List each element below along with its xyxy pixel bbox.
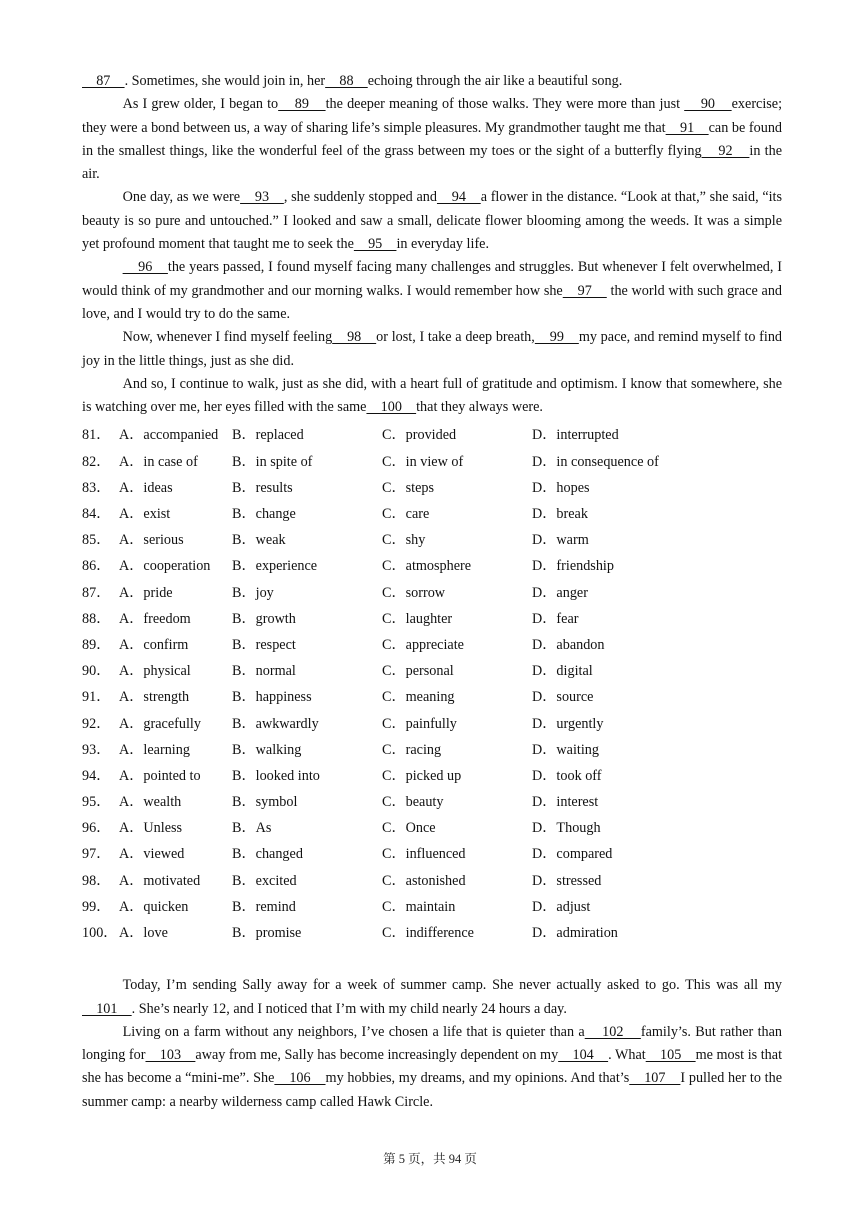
option-d: D．compared [532,846,613,863]
document-page [82,70,782,1114]
answer-blank: 102 [584,1023,641,1040]
passage-two [82,974,782,1114]
option-c: C．meaning [382,689,455,706]
question-number: 92． [82,715,111,732]
passage-text: the world with such grace and love, and I would try to do the same. [82,282,783,322]
option-a: A．wealth [119,794,182,811]
question-row [82,763,782,789]
option-c: C．appreciate [382,636,464,653]
question-row [82,684,782,710]
question-number: 90． [82,663,111,680]
passage-text: . Sometimes, she would join in, her [124,73,326,89]
passage-one [82,70,782,419]
passage-text: , she suddenly stopped and [283,189,437,206]
passage-text: can be found in the smallest things, like the wonderful feel of the grass between my toes or the sight of a butterfly flying [82,119,783,159]
option-c: C．indifference [382,925,474,942]
option-a: A．cooperation [119,558,211,575]
option-b: B．growth [232,610,296,627]
question-number: 89． [82,636,111,653]
option-d: D．admiration [532,925,618,942]
question-row [82,553,782,579]
option-d: D．anger [532,584,588,601]
option-d: D．friendship [532,558,614,575]
option-d: D．source [532,689,594,706]
paragraph [82,93,782,186]
passage-text: And so, I continue to walk, just as she did, with a heart full of gratitude and optimism. I know that somewhere, she is watching over me, her eyes filled with the same [82,375,782,416]
option-d: D．abandon [532,636,605,653]
option-c: C．maintain [382,898,456,915]
option-a: A．gracefully [119,715,201,732]
option-d: D．warm [532,532,589,549]
question-number: 82． [82,453,111,470]
answer-blank: 90 [684,96,732,113]
option-d: D．stressed [532,872,602,889]
option-c: C．shy [382,532,426,549]
answer-blank: 89 [278,96,326,113]
passage-text: echoing through the air like a beautiful song. [367,73,623,89]
option-a: A．pointed to [119,767,201,784]
passage-text: As I grew older, I began to [122,96,279,113]
question-row [82,580,782,606]
question-number: 88． [82,610,111,627]
passage-text: Today, I’m sending Sally away for a week of summer camp. She never actually asked to go. This was all my [122,977,782,994]
question-row [82,606,782,632]
passage-text: my hobbies, my dreams, and my opinions. And that’s [325,1070,630,1087]
option-a: A．strength [119,689,190,706]
passage-text: in everyday life. [396,236,490,253]
passage-text: the years passed, I found myself facing many challenges and struggles. But whenever I felt overwhelmed, I would think of my grandmother and our morning walks. I would remember how she [82,259,783,299]
passage-text: away from me, Sally has become increasingly dependent on my [195,1047,559,1064]
answer-blank: 106 [274,1070,326,1087]
passage-text: family’s. But rather than longing for [82,1023,782,1064]
option-b: B．excited [232,872,297,889]
option-a: A．viewed [119,846,185,863]
answer-blank: 105 [645,1047,696,1064]
answer-blank: 91 [665,119,709,136]
question-row [82,527,782,553]
option-a: A．exist [119,506,171,523]
answer-blank: 92 [701,142,750,159]
option-c: C．astonished [382,872,466,889]
question-number: 81． [82,427,111,444]
answer-blank: 103 [145,1047,196,1064]
option-d: D．digital [532,663,593,680]
passage-text: exercise; they were a bond between us, a way of sharing life’s simple pleasures. My grandmother taught me that [82,96,783,136]
answer-blank: 98 [332,329,377,346]
question-row [82,737,782,763]
option-a: A．accompanied [119,427,219,444]
option-d: D．in consequence of [532,453,659,470]
question-options [82,422,782,946]
option-b: B．experience [232,558,318,575]
option-a: A．ideas [119,479,173,496]
option-a: A．Unless [119,820,183,837]
passage-text: I pulled her to the summer camp: a nearby wilderness camp called Hawk Circle. [82,1070,783,1110]
question-row [82,475,782,501]
option-b: B．promise [232,925,302,942]
answer-blank: 87 [82,73,125,89]
option-c: C．personal [382,663,454,680]
question-number: 95． [82,794,111,811]
question-number: 83． [82,479,111,496]
question-row [82,868,782,894]
paragraph [82,1021,782,1114]
option-a: A．motivated [119,872,201,889]
option-b: B．happiness [232,689,312,706]
option-b: B．As [232,820,272,837]
question-number: 100． [82,925,118,942]
option-a: A．quicken [119,898,189,915]
passage-text: that they always were. [416,399,543,416]
option-c: C．racing [382,741,442,758]
option-c: C．beauty [382,794,444,811]
question-row [82,501,782,527]
question-row [82,841,782,867]
question-row [82,422,782,448]
answer-blank: 94 [436,189,481,206]
passage-text: . She’s nearly 12, and I noticed that I’m with my child nearly 24 hours a day. [131,1000,567,1017]
answer-blank: 93 [240,189,284,206]
passage-text: or lost, I take a deep breath, [376,329,535,346]
answer-blank: 101 [82,1000,132,1017]
option-a: A．love [119,925,168,942]
option-d: D．waiting [532,741,599,758]
answer-blank: 104 [558,1047,609,1064]
paragraph [82,256,782,326]
option-b: B．remind [232,898,296,915]
paragraph [82,70,782,93]
option-d: D．urgently [532,715,604,732]
question-row [82,632,782,658]
passage-text: the deeper meaning of those walks. They were more than just [325,96,685,113]
question-row [82,920,782,946]
option-a: A．learning [119,741,190,758]
option-d: D．Though [532,820,601,837]
question-number: 86． [82,558,111,575]
answer-blank: 100 [366,399,417,416]
answer-blank: 97 [562,282,607,299]
option-a: A．freedom [119,610,191,627]
option-b: B．walking [232,741,302,758]
passage-text: Now, whenever I find myself feeling [122,329,333,346]
option-a: A．serious [119,532,184,549]
question-number: 93． [82,741,111,758]
option-b: B．looked into [232,767,320,784]
passage-text: One day, as we were [122,189,241,206]
option-c: C．picked up [382,767,462,784]
passage-text: in the air. [82,142,782,183]
paragraph [82,326,782,373]
page-footer: 第 5 页，共 94 页 [383,1152,477,1166]
passage-text: me most is that she has become a “mini-me”. She [82,1047,783,1087]
option-b: B．changed [232,846,303,863]
option-a: A．physical [119,663,191,680]
answer-blank: 88 [325,73,368,89]
option-d: D．break [532,506,588,523]
passage-text: . What [608,1047,646,1064]
option-a: A．confirm [119,636,189,653]
option-c: C．influenced [382,846,466,863]
option-c: C．painfully [382,715,457,732]
question-row [82,789,782,815]
option-c: C．sorrow [382,584,446,601]
option-d: D．took off [532,767,602,784]
question-row [82,815,782,841]
paragraph [82,373,782,420]
option-b: B．in spite of [232,453,313,470]
question-number: 99． [82,898,111,915]
answer-blank: 107 [629,1070,681,1087]
option-c: C．Once [382,820,436,837]
question-row [82,711,782,737]
option-c: C．steps [382,479,435,496]
paragraph [82,974,782,1021]
passage-text: my pace, and remind myself to find joy in the little things, just as she did. [82,329,783,369]
option-b: B．results [232,479,293,496]
option-d: D．fear [532,610,579,627]
option-c: C．provided [382,427,457,444]
passage-text: Living on a farm without any neighbors, I’ve chosen a life that is quieter than a [122,1023,585,1040]
question-row [82,894,782,920]
option-b: B．awkwardly [232,715,319,732]
answer-blank: 95 [353,236,397,253]
question-row [82,449,782,475]
option-b: B．weak [232,532,286,549]
question-number: 91． [82,689,111,706]
answer-blank: 99 [534,329,579,346]
option-b: B．normal [232,663,296,680]
option-c: C．atmosphere [382,558,472,575]
question-number: 84． [82,506,111,523]
option-d: D．interrupted [532,427,619,444]
question-number: 85． [82,532,111,549]
passage-text: a flower in the distance. “Look at that,” she said, “its beauty is so pure and untouched.” I looked and saw a small, delicate flower blooming among the weeds. It was a simple yet profound moment that taught me to seek the [82,189,783,253]
question-number: 96． [82,820,111,837]
question-number: 94． [82,767,111,784]
option-b: B．joy [232,584,274,601]
option-b: B．replaced [232,427,304,444]
option-a: A．pride [119,584,173,601]
option-b: B．change [232,506,296,523]
option-d: D．hopes [532,479,590,496]
question-row [82,658,782,684]
question-number: 98． [82,872,111,889]
option-d: D．interest [532,794,599,811]
option-c: C．laughter [382,610,453,627]
answer-blank: 96 [122,259,168,276]
option-c: C．in view of [382,453,464,470]
paragraph [82,186,782,256]
option-b: B．respect [232,636,296,653]
option-c: C．care [382,506,430,523]
option-d: D．adjust [532,898,591,915]
question-number: 87． [82,584,111,601]
question-number: 97． [82,846,111,863]
option-b: B．symbol [232,794,298,811]
option-a: A．in case of [119,453,198,470]
